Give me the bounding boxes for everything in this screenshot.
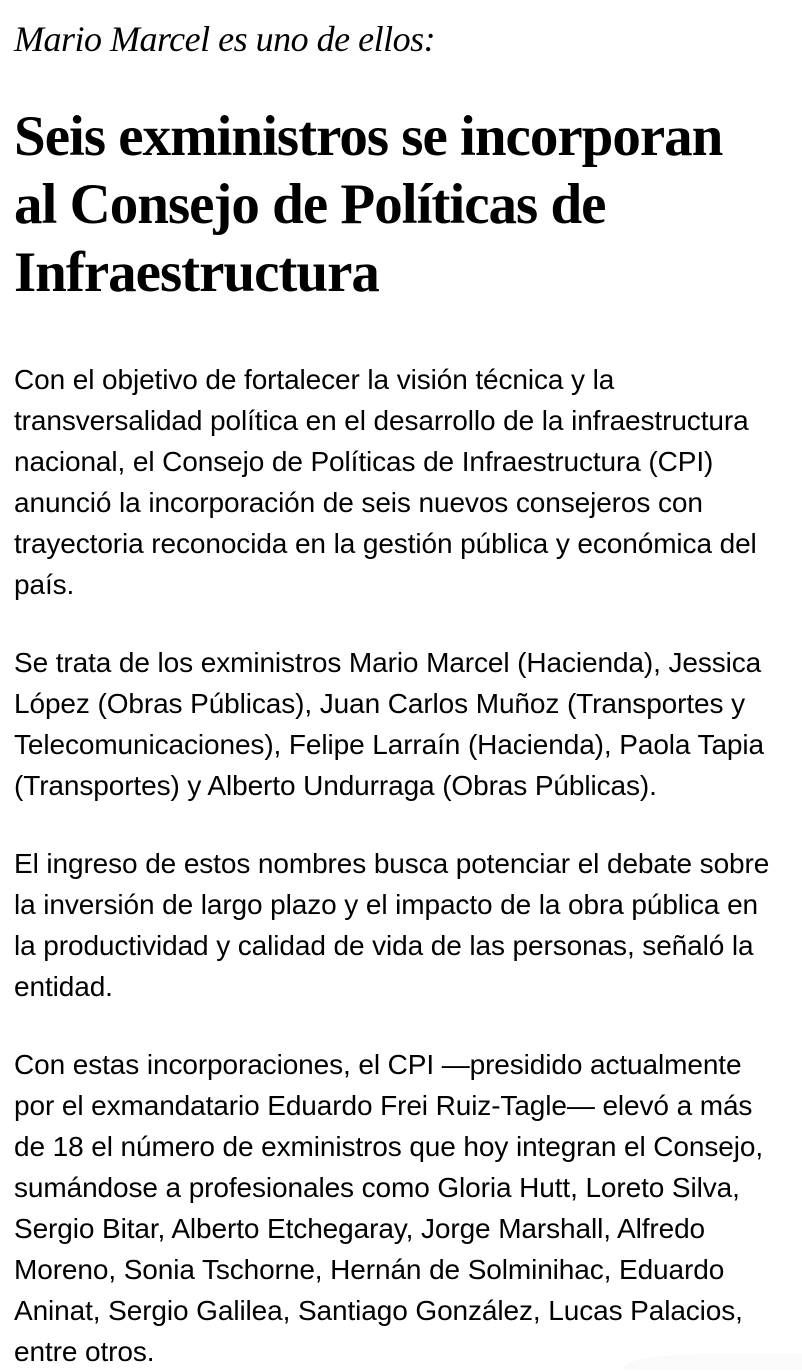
article-text bbox=[14, 359, 778, 1372]
article-kicker: Mario Marcel es uno de ellos: bbox=[14, 19, 436, 59]
article-paragraph-1: Con el objetivo de fortalecer la visión técnica y la transversalidad política en el desarrollo de la infraestructura nacional, el Consejo de Políticas de Infraestructura (CPI) anunció la incorporación de seis nuevos consejeros con trayectoria reconocida en la gestión pública y económica del país. bbox=[14, 364, 757, 600]
article-paragraph-4: Con estas incorporaciones, el CPI —presidido actualmente por el exmandatario Eduardo Frei Ruiz-Tagle— elevó a más de 18 el número de exministros que hoy integran el Consejo, sumándose a profesionales como Gloria Hutt, Loreto Silva, Sergio Bitar, Alberto Etchegaray, Jorge Marshall, Alfredo Moreno, Sonia Tschorne, Hernán de Solminihac, Eduardo Aninat, Sergio Galilea, Santiago González, Lucas Palacios, entre otros. bbox=[14, 1049, 763, 1367]
article-paragraph-2: Se trata de los exministros Mario Marcel (Hacienda), Jessica López (Obras Públicas), Juan Carlos Muñoz (Transportes y Telecomunicaciones), Felipe Larraín (Hacienda), Paola Tapia (Transportes) y Alberto Undurraga (Obras Públicas). bbox=[14, 647, 764, 801]
article-headline: Seis exministros se incorporan al Consejo de Políticas de Infraestructura bbox=[14, 105, 723, 304]
article-paragraph-3: El ingreso de estos nombres busca potenciar el debate sobre la inversión de largo plazo y el impacto de la obra pública en la productividad y calidad de vida de las personas, señaló la entidad. bbox=[14, 848, 770, 1002]
